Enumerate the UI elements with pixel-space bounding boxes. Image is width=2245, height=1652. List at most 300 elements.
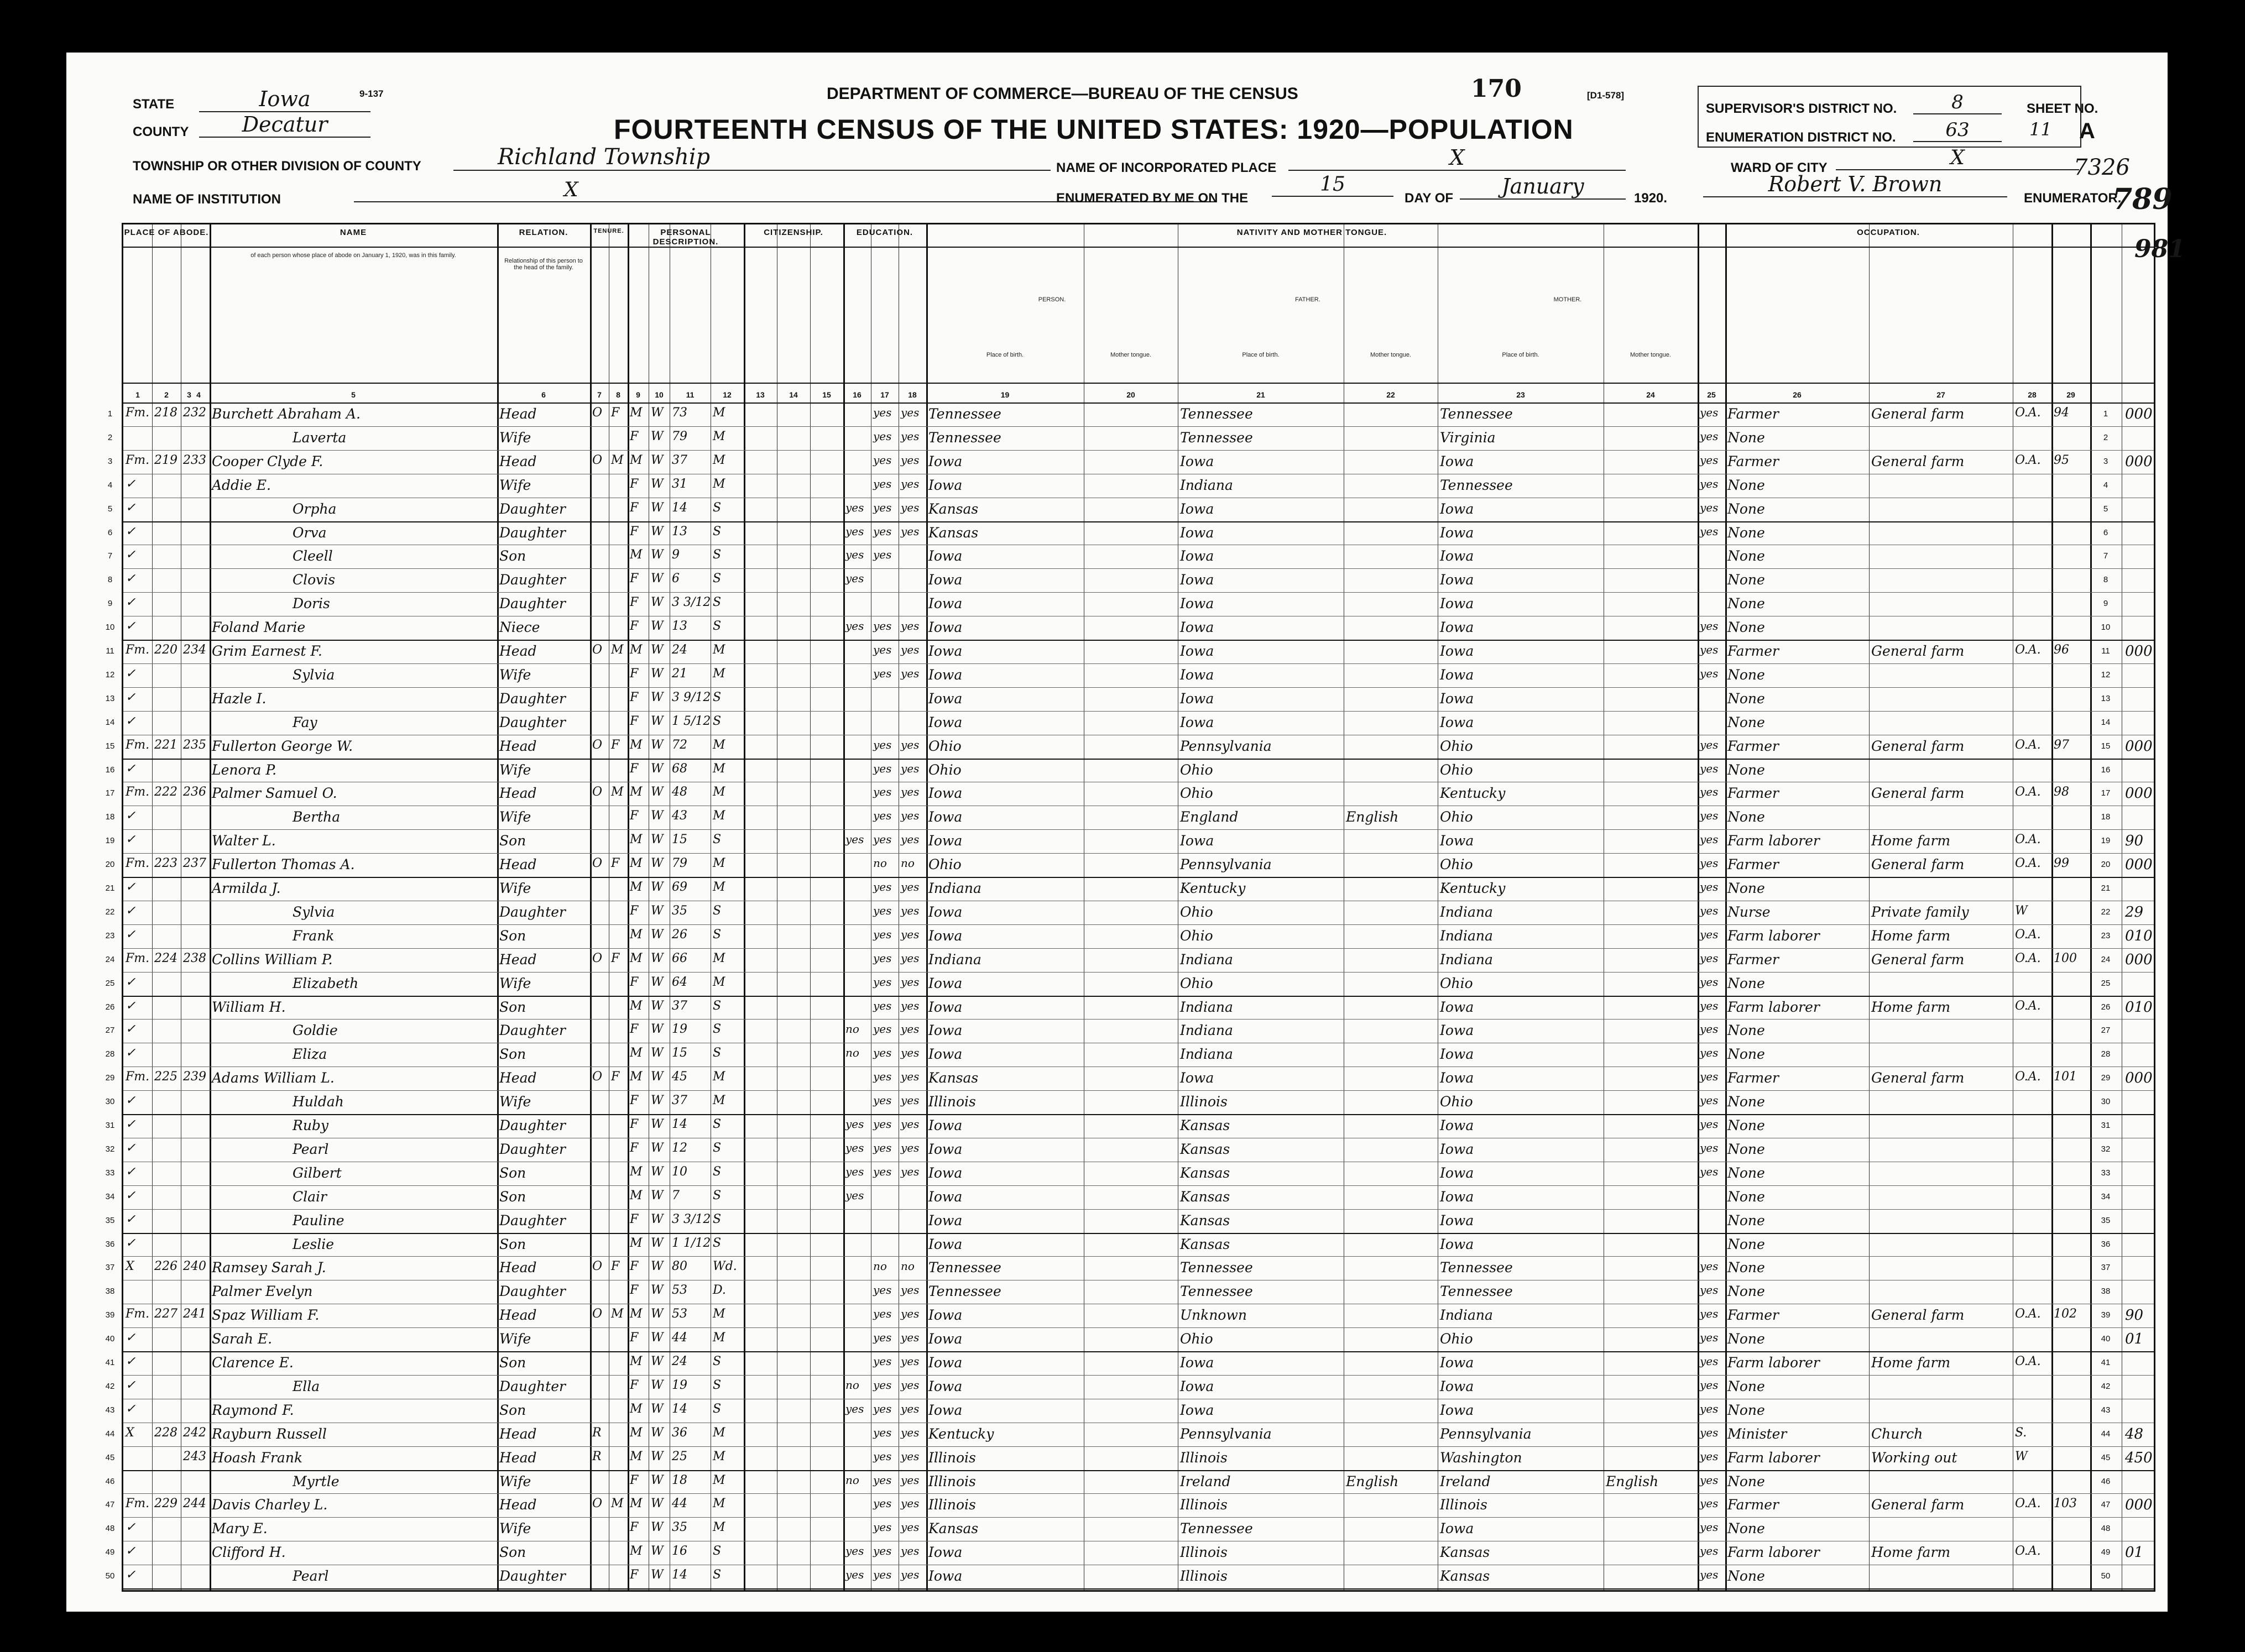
cell-age: 24 bbox=[672, 1355, 687, 1368]
row-number-left: 6 bbox=[107, 527, 113, 537]
cell-mpob: Iowa bbox=[1440, 1022, 1474, 1039]
cell-occ: None bbox=[1727, 1212, 1765, 1228]
row-number-right: 18 bbox=[2101, 812, 2111, 822]
cell-att: yes bbox=[845, 1141, 864, 1154]
cell-st: ✓ bbox=[126, 595, 136, 610]
cell-mpob: Iowa bbox=[1440, 524, 1474, 541]
column-divider bbox=[744, 224, 745, 1590]
cell-read: yes bbox=[873, 1568, 892, 1582]
cell-eng: yes bbox=[1700, 1094, 1719, 1107]
cell-sex: F bbox=[630, 1212, 639, 1226]
right-margin-note: 000 bbox=[2125, 785, 2153, 802]
cell-st: ✓ bbox=[126, 1022, 136, 1037]
cell-fpob: Ohio bbox=[1180, 761, 1213, 778]
cell-occ: None bbox=[1727, 666, 1765, 683]
cell-name: Clovis bbox=[293, 572, 336, 588]
cell-name: Bertha bbox=[293, 809, 341, 825]
cell-age: 35 bbox=[672, 1520, 687, 1535]
row-number-left: 21 bbox=[105, 883, 115, 893]
row-number-left: 15 bbox=[105, 741, 115, 751]
cell-age: 19 bbox=[672, 1022, 687, 1037]
cell-name: Palmer Evelyn bbox=[212, 1283, 313, 1300]
cell-farm: 99 bbox=[2054, 856, 2069, 871]
cell-race: W bbox=[651, 1497, 664, 1511]
row-rule bbox=[123, 450, 2154, 451]
row-number-right: 21 bbox=[2101, 883, 2111, 893]
column-number: 5 bbox=[351, 390, 356, 399]
cell-write: yes bbox=[901, 903, 920, 917]
cell-fam: 238 bbox=[183, 951, 206, 965]
cell-eng: yes bbox=[1700, 761, 1719, 775]
cell-st: ✓ bbox=[126, 1046, 136, 1060]
row-number-left: 40 bbox=[105, 1334, 115, 1344]
cell-fpob: Iowa bbox=[1180, 500, 1214, 517]
cell-read: yes bbox=[873, 927, 892, 941]
cell-sex: M bbox=[630, 951, 643, 965]
cell-pob: Illinois bbox=[928, 1473, 976, 1489]
row-number-left: 11 bbox=[106, 646, 114, 656]
cell-sex: F bbox=[630, 1568, 639, 1582]
cell-fpob: Ohio bbox=[1180, 1331, 1213, 1347]
row-rule bbox=[123, 1470, 2154, 1471]
cell-st: ✓ bbox=[126, 524, 136, 539]
row-number-left: 31 bbox=[105, 1121, 115, 1130]
cell-sex: F bbox=[630, 1473, 639, 1487]
cell-write: yes bbox=[901, 666, 920, 680]
cell-rel: Daughter bbox=[499, 1117, 566, 1133]
cell-mpob: Ireland bbox=[1440, 1473, 1491, 1489]
cell-age: 26 bbox=[672, 927, 687, 942]
cell-name: Fullerton Thomas A. bbox=[212, 856, 355, 873]
cell-name: Frank bbox=[293, 927, 335, 944]
cell-mpob: Iowa bbox=[1440, 1188, 1474, 1205]
cell-farm: 103 bbox=[2054, 1497, 2077, 1511]
cell-own: O bbox=[592, 738, 603, 752]
cell-occ: Nurse bbox=[1727, 903, 1771, 920]
cell-mpob: Ohio bbox=[1440, 738, 1473, 754]
cell-write: yes bbox=[901, 1544, 920, 1558]
cell-ind: Private family bbox=[1871, 903, 1969, 920]
cell-own: O bbox=[592, 1307, 603, 1321]
cell-race: W bbox=[651, 761, 664, 776]
cell-ind: General farm bbox=[1871, 785, 1965, 802]
cell-occ: None bbox=[1727, 500, 1765, 517]
cell-sex: F bbox=[630, 690, 639, 704]
cell-write: yes bbox=[901, 1402, 920, 1415]
cell-sex: M bbox=[630, 1188, 643, 1203]
row-number-left: 7 bbox=[107, 551, 113, 561]
right-margin-note: 29 bbox=[2125, 903, 2144, 921]
cell-mpob: Indiana bbox=[1440, 951, 1493, 968]
row-rule bbox=[123, 972, 2154, 973]
right-margin-note: 90 bbox=[2125, 1307, 2144, 1324]
cell-name: Pauline bbox=[293, 1212, 344, 1228]
cell-fpob: Indiana bbox=[1180, 1022, 1233, 1039]
cell-pob: Iowa bbox=[928, 1164, 963, 1181]
row-number-left: 16 bbox=[105, 765, 115, 775]
cell-read: yes bbox=[873, 738, 892, 751]
row-number-left: 36 bbox=[105, 1239, 115, 1249]
sheet-value: 11 bbox=[2029, 119, 2052, 140]
cell-occ: Farm laborer bbox=[1727, 998, 1820, 1015]
row-number-left: 12 bbox=[105, 670, 115, 679]
cell-name: Palmer Samuel O. bbox=[212, 785, 337, 802]
cell-fpob: Tennessee bbox=[1180, 429, 1253, 446]
cell-name: Pearl bbox=[293, 1568, 329, 1585]
cell-age: 15 bbox=[672, 833, 687, 847]
cell-pob: Tennessee bbox=[928, 1283, 1001, 1300]
cell-pob: Iowa bbox=[928, 1117, 963, 1133]
cell-st: Fm. bbox=[126, 453, 150, 467]
cell-race: W bbox=[651, 738, 664, 752]
cell-st: ✓ bbox=[126, 572, 136, 586]
cell-write: yes bbox=[901, 524, 920, 538]
cell-fpob: Illinois bbox=[1180, 1544, 1228, 1561]
cell-mpob: Iowa bbox=[1440, 1378, 1474, 1394]
cell-race: W bbox=[651, 951, 664, 965]
cell-fpob: Ohio bbox=[1180, 975, 1213, 991]
cell-rel: Wife bbox=[499, 761, 531, 778]
cell-fam: 233 bbox=[183, 453, 206, 467]
cell-age: 7 bbox=[672, 1188, 680, 1203]
column-group-heading: RELATION. bbox=[519, 228, 568, 237]
cell-mpob: Iowa bbox=[1440, 1520, 1474, 1537]
cell-occ: None bbox=[1727, 1236, 1765, 1252]
cell-ind: Home farm bbox=[1871, 927, 1951, 944]
cell-sex: M bbox=[630, 1497, 643, 1511]
cell-fpob: Ohio bbox=[1180, 785, 1213, 802]
cell-occ: None bbox=[1727, 1331, 1765, 1347]
cell-own: R bbox=[592, 1449, 602, 1463]
cell-name: Leslie bbox=[293, 1236, 335, 1252]
cell-mpob: Ohio bbox=[1440, 1331, 1473, 1347]
cell-rel: Head bbox=[499, 1497, 537, 1513]
cell-name: Myrtle bbox=[293, 1473, 340, 1489]
column-number: 19 bbox=[1000, 390, 1010, 399]
cell-name: Elizabeth bbox=[293, 975, 359, 991]
column-number: 13 bbox=[756, 390, 765, 399]
cell-ind: General farm bbox=[1871, 951, 1965, 968]
cell-name: Goldie bbox=[293, 1022, 338, 1039]
cell-name: Cooper Clyde F. bbox=[212, 453, 323, 469]
cell-dw: 223 bbox=[154, 856, 177, 871]
column-number: 10 bbox=[655, 390, 664, 399]
cell-read: yes bbox=[873, 1164, 892, 1178]
cell-mtg: F bbox=[611, 1259, 620, 1274]
cell-mtg: M bbox=[611, 1497, 624, 1511]
cell-occ: Farm laborer bbox=[1727, 1449, 1820, 1466]
row-number-left: 44 bbox=[105, 1429, 115, 1439]
census-title: FOURTEENTH CENSUS OF THE UNITED STATES: 1920—POPULATION bbox=[614, 114, 1574, 145]
column-number: 28 bbox=[2028, 390, 2037, 399]
row-number-right: 34 bbox=[2101, 1191, 2111, 1201]
cell-eng: yes bbox=[1700, 927, 1719, 941]
cell-name: Cleell bbox=[293, 548, 333, 564]
column-number: 17 bbox=[880, 390, 889, 399]
cell-sex: M bbox=[630, 1449, 643, 1463]
row-number-right: 3 bbox=[2103, 456, 2108, 466]
cell-att: no bbox=[845, 1378, 859, 1392]
cell-rel: Daughter bbox=[499, 524, 566, 541]
cell-name: Fay bbox=[293, 714, 317, 730]
cell-occ: Farmer bbox=[1727, 643, 1779, 659]
cell-race: W bbox=[651, 856, 664, 871]
cell-ftong: English bbox=[1346, 809, 1399, 825]
cell-mpob: Iowa bbox=[1440, 690, 1474, 707]
row-number-right: 24 bbox=[2101, 954, 2111, 964]
cell-att: yes bbox=[845, 1117, 864, 1131]
county-value: Decatur bbox=[199, 112, 370, 138]
cell-rel: Daughter bbox=[499, 714, 566, 730]
cell-ms: M bbox=[713, 856, 725, 871]
cell-mpob: Iowa bbox=[1440, 1355, 1474, 1371]
cell-rel: Niece bbox=[499, 619, 540, 636]
cell-own: O bbox=[592, 453, 603, 467]
row-number-right: 2 bbox=[2103, 432, 2108, 442]
column-divider bbox=[926, 224, 928, 1590]
cell-age: 44 bbox=[672, 1331, 687, 1345]
cell-dw: 218 bbox=[154, 406, 177, 420]
cell-mpob: Iowa bbox=[1440, 1141, 1474, 1157]
cell-eng: yes bbox=[1700, 1378, 1719, 1392]
cell-cl: O.A. bbox=[2015, 1355, 2041, 1368]
name-column-description: of each person whose place of abode on January 1, 1920, was in this family. bbox=[250, 252, 456, 259]
supervisor-value: 8 bbox=[1913, 91, 2002, 114]
cell-sex: F bbox=[630, 714, 639, 728]
cell-mpob: Iowa bbox=[1440, 998, 1474, 1015]
cell-race: W bbox=[651, 1212, 664, 1226]
column-group-heading: EDUCATION. bbox=[856, 228, 913, 237]
cell-fpob: Iowa bbox=[1180, 572, 1214, 588]
cell-pob: Iowa bbox=[928, 1331, 963, 1347]
cell-sex: F bbox=[630, 1022, 639, 1037]
cell-occ: Farmer bbox=[1727, 453, 1779, 469]
cell-st: ✓ bbox=[126, 666, 136, 681]
cell-fpob: Kansas bbox=[1180, 1117, 1230, 1133]
row-number-right: 1 bbox=[2103, 409, 2108, 419]
cell-sex: F bbox=[630, 595, 639, 610]
row-rule bbox=[123, 1351, 2154, 1352]
cell-cl: O.A. bbox=[2015, 785, 2041, 799]
cell-pob: Iowa bbox=[928, 1568, 963, 1585]
cell-sex: F bbox=[630, 1094, 639, 1108]
right-margin-note: 000 bbox=[2125, 951, 2153, 968]
cell-occ: None bbox=[1727, 1022, 1765, 1039]
cell-age: 43 bbox=[672, 809, 687, 823]
row-number-right: 42 bbox=[2101, 1381, 2111, 1391]
cell-occ: Farmer bbox=[1727, 951, 1779, 968]
cell-occ: None bbox=[1727, 714, 1765, 730]
cell-ind: Church bbox=[1871, 1425, 1923, 1442]
cell-age: 37 bbox=[672, 1094, 687, 1108]
cell-age: 64 bbox=[672, 975, 687, 989]
cell-mpob: Iowa bbox=[1440, 595, 1474, 612]
cell-name: Rayburn Russell bbox=[212, 1425, 327, 1442]
mother-tongue-heading: Mother tongue. bbox=[1370, 352, 1411, 358]
cell-name: Walter L. bbox=[212, 833, 276, 849]
cell-pob: Iowa bbox=[928, 998, 963, 1015]
cell-pob: Iowa bbox=[928, 643, 963, 659]
cell-sex: F bbox=[630, 619, 639, 634]
cell-rel: Head bbox=[499, 1449, 537, 1466]
cell-st: ✓ bbox=[126, 1212, 136, 1226]
stamp-789: 789 bbox=[2112, 182, 2173, 216]
cell-name: Sarah E. bbox=[212, 1331, 273, 1347]
cell-occ: None bbox=[1727, 1188, 1765, 1205]
cell-sex: M bbox=[630, 453, 643, 467]
column-number: 27 bbox=[1936, 390, 1945, 399]
row-number-right: 13 bbox=[2101, 693, 2111, 703]
cell-st: ✓ bbox=[126, 880, 136, 894]
cell-race: W bbox=[651, 572, 664, 586]
cell-occ: Farm laborer bbox=[1727, 1544, 1820, 1561]
row-number-right: 46 bbox=[2101, 1476, 2111, 1486]
cell-occ: None bbox=[1727, 429, 1765, 446]
enum-month: January bbox=[1460, 174, 1626, 200]
cell-pob: Iowa bbox=[928, 927, 963, 944]
cell-write: yes bbox=[901, 761, 920, 775]
cell-sex: M bbox=[630, 1402, 643, 1416]
cell-name: Hazle I. bbox=[212, 690, 267, 707]
cell-ms: S bbox=[713, 998, 722, 1013]
cell-age: 19 bbox=[672, 1378, 687, 1392]
form-number: 9-137 bbox=[359, 88, 384, 99]
cell-occ: None bbox=[1727, 809, 1765, 825]
header-rule bbox=[123, 383, 2154, 384]
column-divider bbox=[590, 224, 592, 1590]
cell-ms: M bbox=[713, 666, 725, 681]
cell-occ: None bbox=[1727, 880, 1765, 896]
cell-fpob: Pennsylvania bbox=[1180, 1425, 1272, 1442]
row-number-right: 33 bbox=[2101, 1168, 2111, 1178]
mother-tongue-heading: Mother tongue. bbox=[1630, 352, 1671, 358]
cell-occ: None bbox=[1727, 619, 1765, 636]
row-number-left: 49 bbox=[105, 1548, 115, 1557]
cell-ms: M bbox=[713, 1070, 725, 1084]
cell-write: no bbox=[901, 856, 915, 870]
cell-ms: S bbox=[713, 903, 722, 918]
cell-pob: Iowa bbox=[928, 833, 963, 849]
cell-ms: S bbox=[713, 1141, 722, 1155]
cell-sex: M bbox=[630, 643, 643, 657]
cell-occ: None bbox=[1727, 524, 1765, 541]
row-number-left: 43 bbox=[105, 1405, 115, 1415]
cell-write: yes bbox=[901, 809, 920, 823]
cell-occ: Farmer bbox=[1727, 1497, 1779, 1513]
column-number: 22 bbox=[1386, 390, 1395, 399]
cell-pob: Iowa bbox=[928, 1307, 963, 1324]
cell-fpob: Tennessee bbox=[1180, 1259, 1253, 1276]
cell-age: 37 bbox=[672, 998, 687, 1013]
cell-eng: yes bbox=[1700, 406, 1719, 419]
cell-fam: 241 bbox=[183, 1307, 206, 1321]
cell-pob: Tennessee bbox=[928, 429, 1001, 446]
row-rule bbox=[123, 759, 2154, 760]
cell-fpob: Ohio bbox=[1180, 927, 1213, 944]
cell-mpob: Iowa bbox=[1440, 714, 1474, 730]
cell-eng: yes bbox=[1700, 1544, 1719, 1558]
day-of-label: DAY OF bbox=[1405, 191, 1454, 206]
cell-st: Fm. bbox=[126, 856, 150, 871]
cell-rel: Wife bbox=[499, 809, 531, 825]
cell-ms: S bbox=[713, 1355, 722, 1368]
cell-age: 73 bbox=[672, 406, 687, 420]
cell-age: 31 bbox=[672, 477, 687, 491]
row-rule bbox=[123, 426, 2154, 427]
cell-write: yes bbox=[901, 1473, 920, 1487]
cell-ms: S bbox=[713, 1402, 722, 1416]
row-number-right: 6 bbox=[2103, 527, 2108, 537]
cell-rel: Son bbox=[499, 1236, 526, 1252]
cell-st: ✓ bbox=[126, 714, 136, 728]
cell-read: yes bbox=[873, 1402, 892, 1415]
cell-rel: Head bbox=[499, 785, 537, 802]
cell-eng: yes bbox=[1700, 951, 1719, 965]
cell-occ: None bbox=[1727, 1568, 1765, 1585]
cell-age: 48 bbox=[672, 785, 687, 799]
row-rule bbox=[123, 687, 2154, 688]
cell-ms: M bbox=[713, 880, 725, 894]
column-number: 26 bbox=[1793, 390, 1802, 399]
cell-age: 1 1/12 bbox=[672, 1236, 711, 1250]
cell-sex: M bbox=[630, 1425, 643, 1440]
cell-occ: Farmer bbox=[1727, 785, 1779, 802]
cell-read: yes bbox=[873, 1022, 892, 1036]
cell-race: W bbox=[651, 643, 664, 657]
cell-pob: Ohio bbox=[928, 738, 962, 754]
cell-eng: yes bbox=[1700, 1520, 1719, 1534]
cell-race: W bbox=[651, 619, 664, 634]
cell-st: ✓ bbox=[126, 1568, 136, 1582]
enumerator-label: ENUMERATOR. bbox=[2024, 191, 2122, 206]
cell-eng: yes bbox=[1700, 903, 1719, 917]
cell-eng: yes bbox=[1700, 1283, 1719, 1297]
column-number: 23 bbox=[1516, 390, 1525, 399]
cell-att: yes bbox=[845, 572, 864, 585]
cell-name: Pearl bbox=[293, 1141, 329, 1157]
cell-read: yes bbox=[873, 951, 892, 965]
cell-read: yes bbox=[873, 524, 892, 538]
cell-dw: 222 bbox=[154, 785, 177, 799]
cell-fpob: Iowa bbox=[1180, 1378, 1214, 1394]
cell-occ: None bbox=[1727, 1378, 1765, 1394]
cell-sex: F bbox=[630, 477, 639, 491]
cell-age: 79 bbox=[672, 856, 687, 871]
cell-age: 69 bbox=[672, 880, 687, 894]
cell-name: Addie E. bbox=[212, 477, 271, 493]
cell-race: W bbox=[651, 1188, 664, 1203]
cell-occ: Farm laborer bbox=[1727, 1355, 1820, 1371]
cell-write: yes bbox=[901, 927, 920, 941]
column-divider bbox=[210, 224, 211, 1590]
column-divider bbox=[497, 224, 499, 1590]
row-number-right: 25 bbox=[2101, 978, 2111, 988]
cell-pob: Iowa bbox=[928, 453, 963, 469]
column-number: 2 bbox=[164, 390, 169, 399]
cell-farm: 100 bbox=[2054, 951, 2077, 965]
column-number: 20 bbox=[1126, 390, 1135, 399]
supervisor-label: SUPERVISOR'S DISTRICT NO. bbox=[1706, 101, 1897, 116]
cell-eng: yes bbox=[1700, 833, 1719, 846]
cell-read: yes bbox=[873, 1331, 892, 1345]
cell-read: yes bbox=[873, 477, 892, 490]
cell-race: W bbox=[651, 690, 664, 704]
row-number-right: 28 bbox=[2101, 1049, 2111, 1059]
cell-race: W bbox=[651, 927, 664, 942]
cell-eng: yes bbox=[1700, 1331, 1719, 1345]
cell-ms: S bbox=[713, 1022, 722, 1037]
cell-read: no bbox=[873, 1259, 887, 1273]
